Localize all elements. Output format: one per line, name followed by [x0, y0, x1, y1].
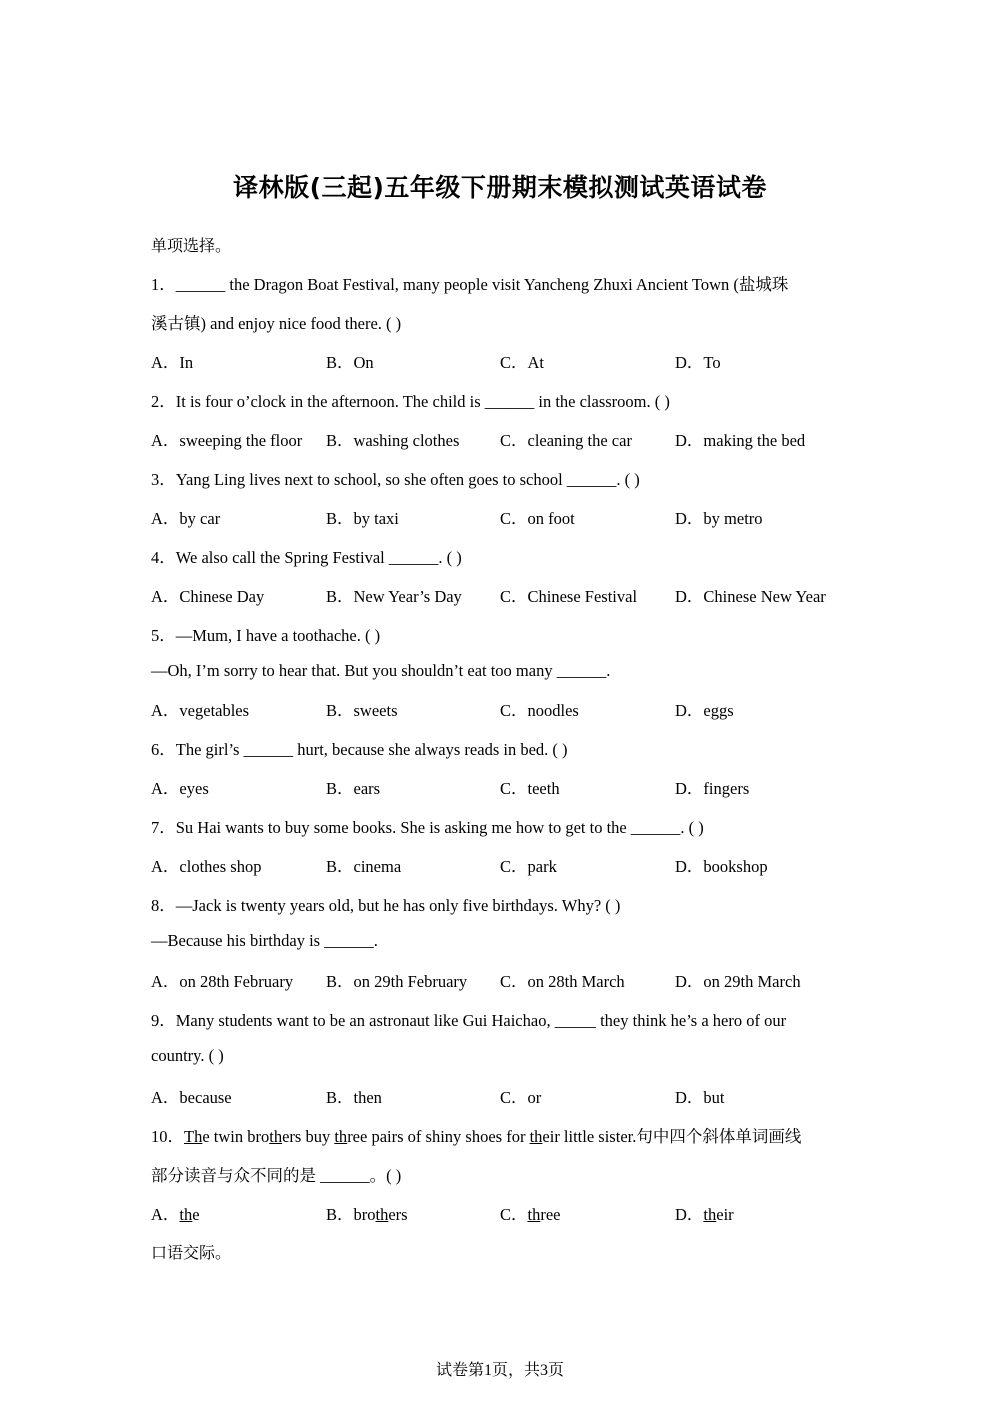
option-c: C．park: [500, 857, 557, 876]
question-8-options: [151, 968, 851, 990]
option-c: C．on foot: [500, 509, 575, 528]
option-c: C．noodles: [500, 701, 579, 720]
question-7-line-1: 7．Su Hai wants to buy some books. She is asking me how to get to the ______. ( ): [151, 818, 704, 837]
question-10-line-2: 部分读音与众不同的是 ______。( ): [151, 1166, 402, 1185]
question-2-line-1: 2．It is four o’clock in the afternoon. The child is ______ in the classroom. ( ): [151, 392, 670, 411]
option-c: C．teeth: [500, 779, 560, 798]
question-3-options: [151, 505, 851, 527]
question-9-line-2: country. ( ): [151, 1046, 224, 1065]
option-a: A．by car: [151, 509, 221, 528]
option-a: A．eyes: [151, 779, 209, 798]
option-b: B．On: [326, 353, 374, 372]
option-a: A．Chinese Day: [151, 587, 265, 606]
option-a: A．In: [151, 353, 194, 372]
option-a: A．vegetables: [151, 701, 250, 720]
option-d: D．by metro: [675, 509, 763, 528]
question-8-line-2: —Because his birthday is ______.: [151, 931, 378, 950]
option-b: B．sweets: [326, 701, 398, 720]
option-a: A．on 28th February: [151, 972, 294, 991]
option-b: B．New Year’s Day: [326, 587, 462, 606]
question-5-options: [151, 697, 851, 719]
option-d: D．but: [675, 1088, 725, 1107]
question-6-line-1: 6．The girl’s ______ hurt, because she always reads in bed. ( ): [151, 740, 568, 759]
question-10-line-1: 10．The twin brothers buy three pairs of shiny shoes for their little sister.句中四个斜体单词画线: [151, 1127, 802, 1146]
section-heading-single-choice: 单项选择。: [151, 236, 232, 255]
question-5-line-1: 5．—Mum, I have a toothache. ( ): [151, 626, 381, 645]
question-3-line-1: 3．Yang Ling lives next to school, so she often goes to school ______. ( ): [151, 470, 640, 489]
question-10-options: [151, 1201, 851, 1223]
section-heading-oral-communication: 口语交际。: [151, 1243, 232, 1262]
option-d: D．Chinese New Year: [675, 587, 826, 606]
option-b: B．washing clothes: [326, 431, 460, 450]
question-5-line-2: —Oh, I’m sorry to hear that. But you shouldn’t eat too many ______.: [151, 661, 611, 680]
option-b: B．ears: [326, 779, 381, 798]
option-b: B．then: [326, 1088, 382, 1107]
option-a: A．the: [151, 1205, 200, 1224]
option-d: D．To: [675, 353, 721, 372]
question-1-line-2: 溪古镇) and enjoy nice food there. ( ): [151, 314, 402, 333]
option-b: B．brothers: [326, 1205, 408, 1224]
option-a: A．clothes shop: [151, 857, 262, 876]
option-b: B．on 29th February: [326, 972, 468, 991]
option-c: C．on 28th March: [500, 972, 625, 991]
question-1-options: [151, 349, 851, 371]
underlined-th: Th: [184, 1127, 203, 1146]
underlined-th: th: [269, 1127, 283, 1146]
option-b: B．cinema: [326, 857, 402, 876]
option-c: C．three: [500, 1205, 561, 1224]
option-d: D．making the bed: [675, 431, 806, 450]
page-footer: 试卷第1页，共3页: [435, 1362, 564, 1379]
option-d: D．their: [675, 1205, 734, 1224]
question-1-line-1: 1．______ the Dragon Boat Festival, many people visit Yancheng Zhuxi Ancient Town (盐城珠: [151, 275, 789, 294]
question-8-line-1: 8．—Jack is twenty years old, but he has only five birthdays. Why? ( ): [151, 896, 621, 915]
question-2-options: [151, 427, 851, 449]
question-7-options: [151, 853, 851, 875]
option-c: C．At: [500, 353, 545, 372]
option-d: D．bookshop: [675, 857, 768, 876]
option-d: D．fingers: [675, 779, 750, 798]
page-title: 译林版(三起)五年级下册期末模拟测试英语试卷: [233, 173, 767, 202]
option-a: A．because: [151, 1088, 232, 1107]
option-d: D．eggs: [675, 701, 734, 720]
question-9-options: [151, 1084, 851, 1106]
question-4-line-1: 4．We also call the Spring Festival ______. ( ): [151, 548, 462, 567]
option-a: A．sweeping the floor: [151, 431, 303, 450]
option-c: C．cleaning the car: [500, 431, 632, 450]
option-b: B．by taxi: [326, 509, 399, 528]
question-4-options: [151, 583, 851, 605]
option-c: C．or: [500, 1088, 542, 1107]
option-c: C．Chinese Festival: [500, 587, 638, 606]
underlined-th: th: [529, 1127, 543, 1146]
question-9-line-1: 9．Many students want to be an astronaut like Gui Haichao, _____ they think he’s a hero of our: [151, 1011, 787, 1030]
option-d: D．on 29th March: [675, 972, 801, 991]
question-6-options: [151, 775, 851, 797]
underlined-th: th: [334, 1127, 348, 1146]
